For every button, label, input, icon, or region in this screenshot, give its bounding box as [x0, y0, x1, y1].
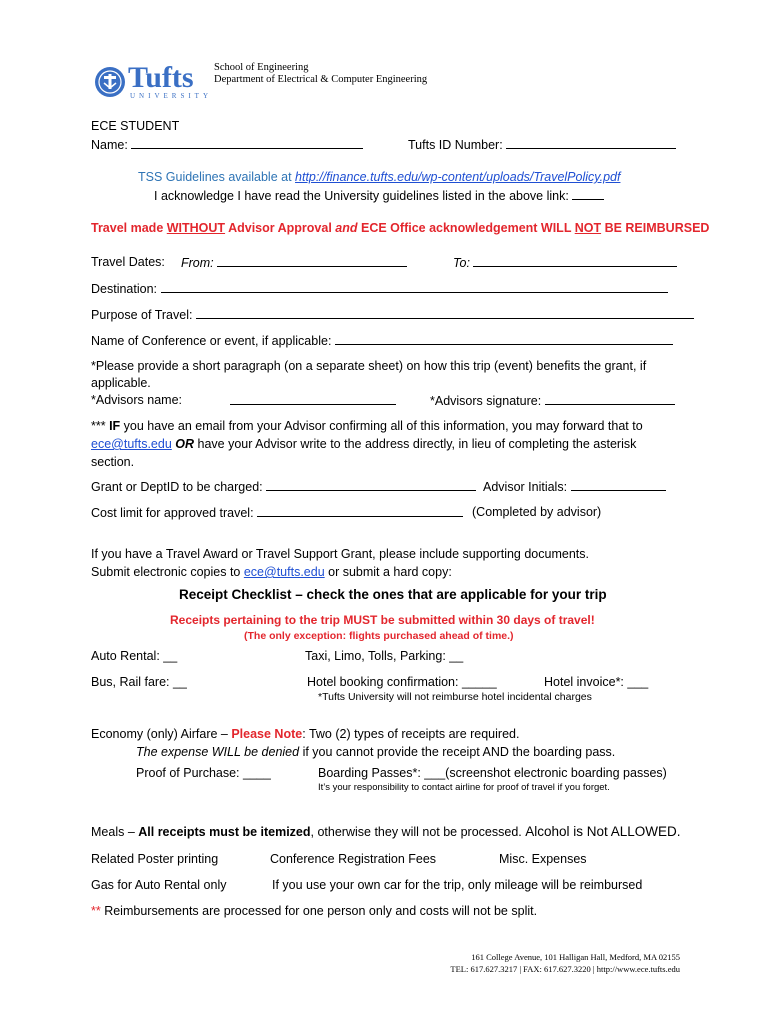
- school-name: School of Engineering: [214, 62, 309, 73]
- department-name: Department of Electrical & Computer Engineering: [214, 74, 428, 85]
- denied-text: if you cannot provide the receipt AND the boarding pass.: [299, 745, 616, 759]
- name-field[interactable]: [91, 136, 363, 153]
- one-person-note: [91, 903, 537, 919]
- from-field[interactable]: [181, 254, 407, 271]
- paragraph-request-cont: applicable.: [91, 376, 151, 390]
- airfare-line: [91, 726, 519, 742]
- email-note-text: ***: [91, 419, 110, 433]
- tufts-id-label: Tufts ID Number:: [408, 138, 503, 152]
- destination-blank[interactable]: [161, 280, 668, 293]
- acknowledge-blank[interactable]: [572, 187, 604, 200]
- conference-blank[interactable]: [335, 332, 673, 345]
- tufts-id-field[interactable]: [408, 136, 676, 153]
- meals-text: , otherwise they will not be processed.: [310, 825, 526, 839]
- grant-label: Grant or DeptID to be charged:: [91, 480, 263, 494]
- email-note-line2: [91, 436, 636, 452]
- misc-item[interactable]: Misc. Expenses: [499, 852, 587, 866]
- warning-and: and: [335, 221, 358, 235]
- please-note: Please Note: [231, 727, 303, 741]
- tss-guidelines: [138, 169, 620, 185]
- proof-purchase-item[interactable]: Proof of Purchase: ____: [136, 766, 271, 780]
- tss-prefix: TSS Guidelines available at: [138, 170, 296, 184]
- logo-wordmark: Tufts: [128, 61, 194, 94]
- reimbursement-warning: [91, 220, 709, 236]
- purpose-field[interactable]: [91, 306, 694, 323]
- submit-text: or submit a hard copy:: [324, 565, 452, 579]
- airfare-text: Economy (only) Airfare –: [91, 727, 232, 741]
- tufts-seal-icon: [94, 66, 126, 98]
- email-note-text: you have an email from your Advisor confirming all of this information, you may forward that to: [120, 419, 643, 433]
- denied-italic: The expense WILL be denied: [136, 745, 300, 759]
- advisor-signature-label: *Advisors signature:: [430, 394, 542, 408]
- advisor-name-label: *Advisors name:: [91, 393, 183, 407]
- from-blank[interactable]: [217, 254, 407, 267]
- travel-dates-label: Travel Dates:: [91, 255, 165, 269]
- logo-subtitle: UNIVERSITY: [130, 92, 212, 100]
- poster-item[interactable]: Related Poster printing: [91, 852, 219, 866]
- advisor-initials-blank[interactable]: [571, 478, 666, 491]
- email-note-line1: [91, 418, 643, 434]
- airline-note: It’s your responsibility to contact airline for proof of travel if you forget.: [318, 782, 610, 793]
- acknowledge-field[interactable]: [154, 187, 604, 204]
- tufts-id-blank[interactable]: [506, 136, 676, 149]
- checklist-title: Receipt Checklist – check the ones that are applicable for your trip: [179, 587, 607, 602]
- submit-note: [91, 564, 452, 580]
- tss-link[interactable]: http://finance.tufts.edu/wp-content/uploads/TravelPolicy.pdf: [295, 170, 621, 184]
- award-note: If you have a Travel Award or Travel Support Grant, please include supporting documents.: [91, 547, 589, 561]
- meals-line: [91, 824, 681, 840]
- destination-label: Destination:: [91, 282, 158, 296]
- from-label: From:: [181, 256, 214, 270]
- footer-contact: TEL: 617.627.3217 | FAX: 617.627.3220 | http://www.ece.tufts.edu: [450, 964, 680, 974]
- to-blank[interactable]: [473, 254, 677, 267]
- email-note-or: OR: [175, 437, 195, 451]
- acknowledge-label: I acknowledge I have read the University guidelines listed in the above link:: [154, 189, 569, 203]
- exception-note: (The only exception: flights purchased ahead of time.): [244, 630, 514, 642]
- ece-email-link[interactable]: ece@tufts.edu: [91, 437, 172, 451]
- submit-email-link[interactable]: ece@tufts.edu: [243, 565, 325, 579]
- footer-address: 161 College Avenue, 101 Halligan Hall, Medford, MA 02155: [471, 952, 680, 962]
- boarding-passes-item[interactable]: Boarding Passes*: ___(screenshot electronic boarding passes): [318, 766, 667, 780]
- warning-text: Travel made: [91, 221, 167, 235]
- conference-label: Name of Conference or event, if applicable:: [91, 334, 332, 348]
- advisor-initials-field[interactable]: [483, 478, 666, 495]
- paragraph-request: *Please provide a short paragraph (on a separate sheet) on how this trip (event) benefits the grant, if: [91, 359, 647, 373]
- grant-blank[interactable]: [266, 478, 476, 491]
- grant-field[interactable]: [91, 478, 476, 495]
- meals-bold: All receipts must be itemized: [138, 825, 311, 839]
- to-field[interactable]: [453, 254, 677, 271]
- purpose-blank[interactable]: [196, 306, 694, 319]
- to-label: To:: [453, 256, 470, 270]
- destination-field[interactable]: [91, 280, 668, 297]
- warning-text: BE REIMBURSED: [601, 221, 710, 235]
- deadline-note: Receipts pertaining to the trip MUST be submitted within 30 days of travel!: [170, 613, 595, 627]
- cost-limit-label: Cost limit for approved travel:: [91, 506, 254, 520]
- hotel-invoice-item[interactable]: Hotel invoice*: ___: [544, 675, 649, 689]
- hotel-booking-item[interactable]: Hotel booking confirmation: _____: [307, 675, 497, 689]
- meals-text: Meals –: [91, 825, 139, 839]
- tufts-logo: [94, 62, 214, 102]
- hotel-note: *Tufts University will not reimburse hotel incidental charges: [318, 691, 592, 703]
- warning-text: Advisor Approval: [225, 221, 336, 235]
- warning-not: NOT: [574, 221, 602, 235]
- name-label: Name:: [91, 138, 128, 152]
- email-note-if: IF: [109, 419, 121, 433]
- warning-without: WITHOUT: [166, 221, 226, 235]
- own-car-note: If you use your own car for the trip, only mileage will be reimbursed: [272, 878, 643, 892]
- one-person-text: Reimbursements are processed for one person only and costs will not be split.: [100, 904, 538, 918]
- email-note-text: have your Advisor write to the address directly, in lieu of completing the asterisk: [194, 437, 637, 451]
- name-blank[interactable]: [131, 136, 363, 149]
- bus-rail-item[interactable]: Bus, Rail fare: __: [91, 675, 187, 689]
- student-heading: ECE STUDENT: [91, 119, 180, 133]
- gas-item[interactable]: Gas for Auto Rental only: [91, 878, 227, 892]
- conference-fees-item[interactable]: Conference Registration Fees: [270, 852, 437, 866]
- denied-line: [136, 744, 615, 760]
- advisor-signature-blank[interactable]: [545, 392, 675, 405]
- advisor-name-blank[interactable]: [230, 392, 396, 405]
- auto-rental-item[interactable]: Auto Rental: __: [91, 649, 178, 663]
- taxi-item[interactable]: Taxi, Limo, Tolls, Parking: __: [305, 649, 464, 663]
- cost-limit-blank[interactable]: [257, 504, 463, 517]
- meals-alcohol: Alcohol is Not ALLOWED.: [525, 824, 681, 839]
- cost-limit-field[interactable]: [91, 504, 463, 521]
- conference-field[interactable]: [91, 332, 673, 349]
- advisor-signature-field[interactable]: [430, 392, 675, 409]
- completed-by-advisor: (Completed by advisor): [472, 505, 602, 519]
- airfare-text: : Two (2) types of receipts are required.: [302, 727, 520, 741]
- submit-text: Submit electronic copies to: [91, 565, 244, 579]
- warning-text: ECE Office acknowledgement WILL: [357, 221, 575, 235]
- one-person-stars: **: [91, 904, 101, 918]
- email-note-line3: section.: [91, 455, 135, 469]
- advisor-initials-label: Advisor Initials:: [483, 480, 568, 494]
- purpose-label: Purpose of Travel:: [91, 308, 193, 322]
